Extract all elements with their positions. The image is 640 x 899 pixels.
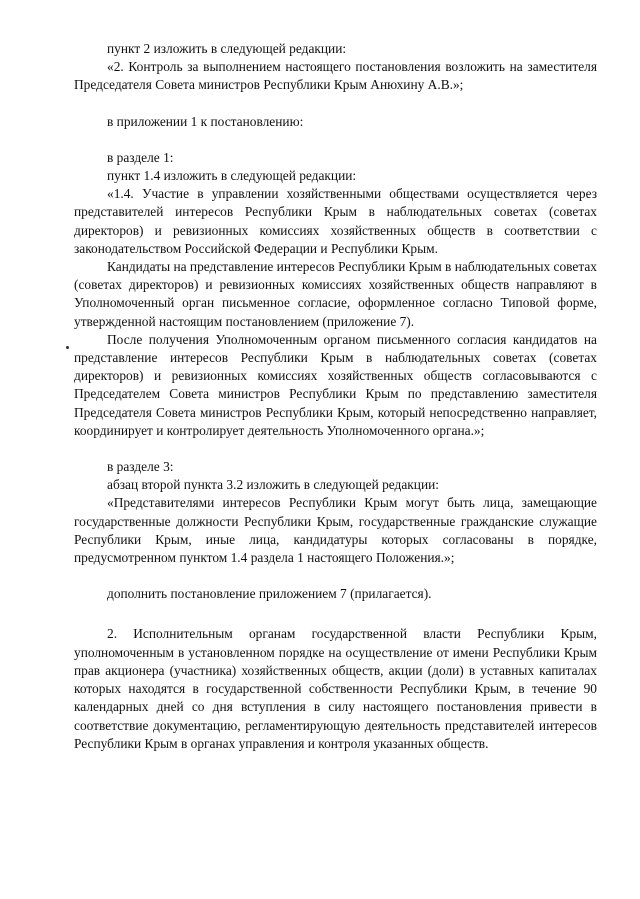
- paragraph-supplement: дополнить постановление приложением 7 (прилагается).: [107, 586, 432, 602]
- paragraph-section1-heading: в разделе 1:: [107, 149, 174, 165]
- paragraph-after-consent: После получения Уполномоченным органом письменного согласия кандидатов на представление интересов Республики Крым в наблюдательных советах (советах директоров) и ревизионных комиссиях хозяйственных обществ согласовываются с Председателем Совета министров Республики Крым по представлению заместителя Председателя Совета министров Республики Крым, который непосредственно направляет, координирует и контролирует деятельность Уполномоченного органа.»;: [74, 331, 597, 438]
- paragraph-candidates: Кандидаты на представление интересов Республики Крым в наблюдательных советах (советах директоров) и ревизионных комиссиях хозяйственных обществ направляют в Уполномоченный орган письменное согласие, оформленное согласно Типовой форме, утвержденной настоящим постановлением (приложение 7).: [74, 259, 597, 329]
- paragraph-representatives: «Представителями интересов Республики Крым могут быть лица, замещающие государственные должности Республики Крым, государственные гражданские служащие Республики Крым, иные лица, кандидатуры которых согласованы в порядке, предусмотренном пунктом 1.4 раздела 1 настоящего Положения.»;: [74, 495, 597, 566]
- margin-dot: [66, 346, 69, 349]
- document-body: [74, 40, 597, 753]
- paragraph-annex1-heading: в приложении 1 к постановлению:: [107, 113, 304, 129]
- paragraph-item-1-4-heading: пункт 1.4 изложить в следующей редакции:: [107, 168, 357, 184]
- paragraph-item-2: 2. Исполнительным органам государственной власти Республики Крым, уполномоченным в установленном порядке на осуществление от имени Республики Крым прав акционера (участника) хозяйственных обществ, акции (доли) в уставных капиталах которых находятся в государственной собственности Республики Крым, в течение 90 календарных дней со дня вступления в силу настоящего постановления привести в соответствие документацию, регламентирующую деятельность представителей интересов Республики Крым в органах управления и контроля указанных обществ.: [74, 626, 597, 751]
- paragraph-item-2-heading: пункт 2 изложить в следующей редакции:: [107, 41, 347, 56]
- paragraph-section3-heading: в разделе 3:: [107, 459, 174, 475]
- paragraph-control-clause: «2. Контроль за выполнением настоящего постановления возложить на заместителя Председателя Совета министров Республики Крым Анюхину А.В.»;: [74, 59, 597, 93]
- paragraph-item-1-4-text: «1.4. Участие в управлении хозяйственными обществами осуществляется через представителей интересов Республики Крым в наблюдательных советах (советах директоров) и ревизионных комиссиях хозяйственных обществ в соответствии с законодательством Российской Федерации и Республики Крым.: [74, 186, 597, 256]
- paragraph-item-3-2-heading: абзац второй пункта 3.2 изложить в следующей редакции:: [107, 477, 440, 493]
